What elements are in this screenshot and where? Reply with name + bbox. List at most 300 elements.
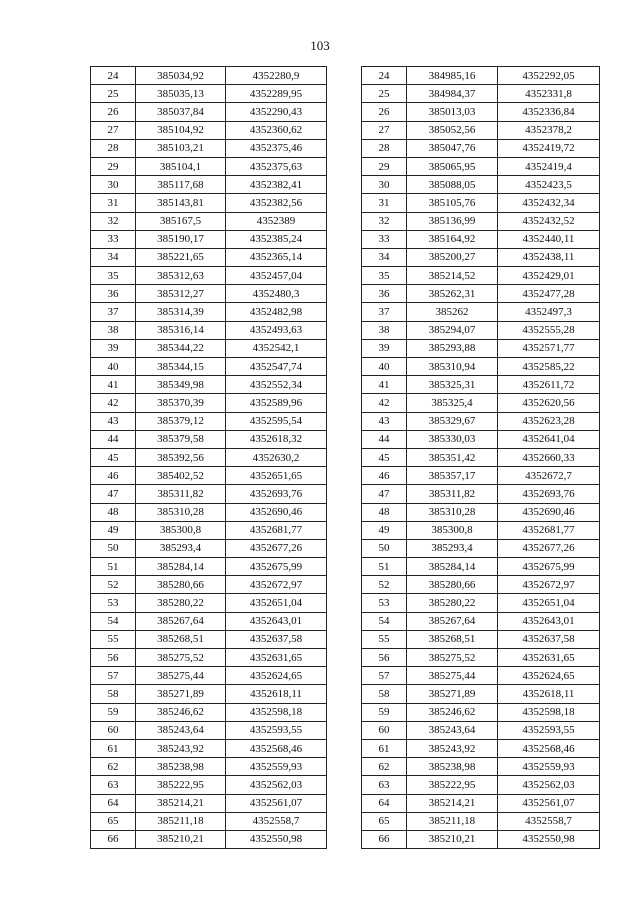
point-number-cell: 47: [362, 485, 407, 503]
y-coordinate-cell: 4352559,93: [498, 758, 600, 776]
table-row: [362, 703, 600, 721]
x-coordinate-cell: 385325,4: [407, 394, 498, 412]
point-number-cell: 53: [362, 594, 407, 612]
table-row: [91, 812, 327, 830]
point-number-cell: 39: [362, 339, 407, 357]
y-coordinate-cell: 4352561,07: [226, 794, 327, 812]
x-coordinate-cell: 385246,62: [136, 703, 226, 721]
x-coordinate-cell: 385267,64: [407, 612, 498, 630]
table-row: [362, 485, 600, 503]
x-coordinate-cell: 385310,28: [407, 503, 498, 521]
table-row: [362, 758, 600, 776]
point-number-cell: 41: [91, 376, 136, 394]
point-number-cell: 36: [362, 285, 407, 303]
y-coordinate-cell: 4352292,05: [498, 67, 600, 85]
x-coordinate-cell: 385294,07: [407, 321, 498, 339]
point-number-cell: 56: [362, 649, 407, 667]
x-coordinate-cell: 385316,14: [136, 321, 226, 339]
table-row: [362, 394, 600, 412]
point-number-cell: 35: [91, 267, 136, 285]
x-coordinate-cell: 385164,92: [407, 230, 498, 248]
x-coordinate-cell: 385329,67: [407, 412, 498, 430]
table-row: [362, 558, 600, 576]
point-number-cell: 48: [362, 503, 407, 521]
table-row: [91, 612, 327, 630]
x-coordinate-cell: 385143,81: [136, 194, 226, 212]
y-coordinate-cell: 4352672,7: [498, 467, 600, 485]
table-row: [362, 267, 600, 285]
y-coordinate-cell: 4352552,34: [226, 376, 327, 394]
x-coordinate-cell: 385293,4: [407, 539, 498, 557]
y-coordinate-cell: 4352620,56: [498, 394, 600, 412]
table-row: [362, 412, 600, 430]
y-coordinate-cell: 4352677,26: [498, 539, 600, 557]
table-row: [362, 67, 600, 85]
table-row: [362, 594, 600, 612]
point-number-cell: 60: [91, 721, 136, 739]
point-number-cell: 33: [362, 230, 407, 248]
table-row: [91, 248, 327, 266]
y-coordinate-cell: 4352482,98: [226, 303, 327, 321]
table-row: [91, 594, 327, 612]
point-number-cell: 50: [91, 539, 136, 557]
table-row: [91, 630, 327, 648]
y-coordinate-cell: 4352631,65: [498, 649, 600, 667]
x-coordinate-cell: 385300,8: [136, 521, 226, 539]
x-coordinate-cell: 385344,22: [136, 339, 226, 357]
table-row: [362, 321, 600, 339]
point-number-cell: 43: [362, 412, 407, 430]
x-coordinate-cell: 385221,65: [136, 248, 226, 266]
point-number-cell: 51: [91, 558, 136, 576]
point-number-cell: 38: [362, 321, 407, 339]
point-number-cell: 27: [91, 121, 136, 139]
y-coordinate-cell: 4352630,2: [226, 448, 327, 466]
y-coordinate-cell: 4352568,46: [498, 739, 600, 757]
y-coordinate-cell: 4352365,14: [226, 248, 327, 266]
table-row: [91, 358, 327, 376]
table-row: [362, 121, 600, 139]
table-row: [362, 285, 600, 303]
y-coordinate-cell: 4352432,52: [498, 212, 600, 230]
table-row: [362, 157, 600, 175]
point-number-cell: 45: [362, 448, 407, 466]
table-row: [362, 721, 600, 739]
x-coordinate-cell: 385037,84: [136, 103, 226, 121]
table-row: [91, 576, 327, 594]
y-coordinate-cell: 4352432,34: [498, 194, 600, 212]
point-number-cell: 63: [91, 776, 136, 794]
point-number-cell: 47: [91, 485, 136, 503]
y-coordinate-cell: 4352542,1: [226, 339, 327, 357]
point-number-cell: 39: [91, 339, 136, 357]
y-coordinate-cell: 4352290,43: [226, 103, 327, 121]
table-row: [91, 103, 327, 121]
table-row: [91, 339, 327, 357]
x-coordinate-cell: 385357,17: [407, 467, 498, 485]
table-row: [91, 558, 327, 576]
y-coordinate-cell: 4352623,28: [498, 412, 600, 430]
point-number-cell: 24: [362, 67, 407, 85]
x-coordinate-cell: 385117,68: [136, 176, 226, 194]
x-coordinate-cell: 385379,12: [136, 412, 226, 430]
y-coordinate-cell: 4352660,33: [498, 448, 600, 466]
coordinates-table-right: [361, 66, 600, 849]
point-number-cell: 54: [91, 612, 136, 630]
y-coordinate-cell: 4352555,28: [498, 321, 600, 339]
x-coordinate-cell: 385280,22: [407, 594, 498, 612]
table-row: [362, 430, 600, 448]
y-coordinate-cell: 4352585,22: [498, 358, 600, 376]
point-number-cell: 54: [362, 612, 407, 630]
point-number-cell: 32: [362, 212, 407, 230]
y-coordinate-cell: 4352611,72: [498, 376, 600, 394]
x-coordinate-cell: 385136,99: [407, 212, 498, 230]
point-number-cell: 58: [91, 685, 136, 703]
point-number-cell: 66: [362, 830, 407, 848]
point-number-cell: 31: [362, 194, 407, 212]
x-coordinate-cell: 385275,52: [407, 649, 498, 667]
table-row: [91, 176, 327, 194]
point-number-cell: 27: [362, 121, 407, 139]
y-coordinate-cell: 4352382,41: [226, 176, 327, 194]
x-coordinate-cell: 385246,62: [407, 703, 498, 721]
x-coordinate-cell: 385310,94: [407, 358, 498, 376]
y-coordinate-cell: 4352593,55: [498, 721, 600, 739]
y-coordinate-cell: 4352690,46: [498, 503, 600, 521]
table-row: [91, 830, 327, 848]
point-number-cell: 55: [362, 630, 407, 648]
table-row: [91, 430, 327, 448]
table-row: [91, 758, 327, 776]
x-coordinate-cell: 385275,52: [136, 649, 226, 667]
x-coordinate-cell: 385103,21: [136, 139, 226, 157]
x-coordinate-cell: 385222,95: [136, 776, 226, 794]
table-row: [91, 448, 327, 466]
x-coordinate-cell: 385312,27: [136, 285, 226, 303]
point-number-cell: 29: [362, 157, 407, 175]
y-coordinate-cell: 4352457,04: [226, 267, 327, 285]
y-coordinate-cell: 4352643,01: [226, 612, 327, 630]
table-row: [362, 358, 600, 376]
x-coordinate-cell: 385293,88: [407, 339, 498, 357]
point-number-cell: 46: [91, 467, 136, 485]
y-coordinate-cell: 4352423,5: [498, 176, 600, 194]
table-row: [362, 685, 600, 703]
x-coordinate-cell: 385402,52: [136, 467, 226, 485]
x-coordinate-cell: 385210,21: [136, 830, 226, 848]
y-coordinate-cell: 4352497,3: [498, 303, 600, 321]
point-number-cell: 64: [362, 794, 407, 812]
table-row: [362, 612, 600, 630]
table-row: [91, 85, 327, 103]
table-row: [362, 776, 600, 794]
y-coordinate-cell: 4352429,01: [498, 267, 600, 285]
point-number-cell: 59: [362, 703, 407, 721]
table-row: [362, 248, 600, 266]
table-row: [91, 794, 327, 812]
x-coordinate-cell: 384984,37: [407, 85, 498, 103]
x-coordinate-cell: 385034,92: [136, 67, 226, 85]
table-row: [91, 521, 327, 539]
point-number-cell: 59: [91, 703, 136, 721]
y-coordinate-cell: 4352637,58: [498, 630, 600, 648]
table-row: [362, 139, 600, 157]
y-coordinate-cell: 4352547,74: [226, 358, 327, 376]
x-coordinate-cell: 385238,98: [407, 758, 498, 776]
x-coordinate-cell: 385280,22: [136, 594, 226, 612]
x-coordinate-cell: 385214,21: [407, 794, 498, 812]
point-number-cell: 26: [362, 103, 407, 121]
y-coordinate-cell: 4352651,04: [498, 594, 600, 612]
x-coordinate-cell: 385065,95: [407, 157, 498, 175]
y-coordinate-cell: 4352690,46: [226, 503, 327, 521]
y-coordinate-cell: 4352651,65: [226, 467, 327, 485]
point-number-cell: 53: [91, 594, 136, 612]
table-row: [362, 376, 600, 394]
table-row: [362, 630, 600, 648]
y-coordinate-cell: 4352672,97: [498, 576, 600, 594]
point-number-cell: 60: [362, 721, 407, 739]
y-coordinate-cell: 4352389: [226, 212, 327, 230]
x-coordinate-cell: 385035,13: [136, 85, 226, 103]
point-number-cell: 25: [91, 85, 136, 103]
point-number-cell: 29: [91, 157, 136, 175]
table-row: [91, 739, 327, 757]
x-coordinate-cell: 385314,39: [136, 303, 226, 321]
y-coordinate-cell: 4352595,54: [226, 412, 327, 430]
y-coordinate-cell: 4352493,63: [226, 321, 327, 339]
point-number-cell: 24: [91, 67, 136, 85]
table-row: [91, 157, 327, 175]
point-number-cell: 64: [91, 794, 136, 812]
y-coordinate-cell: 4352558,7: [226, 812, 327, 830]
table-row: [362, 576, 600, 594]
x-coordinate-cell: 385392,56: [136, 448, 226, 466]
point-number-cell: 51: [362, 558, 407, 576]
point-number-cell: 37: [362, 303, 407, 321]
point-number-cell: 41: [362, 376, 407, 394]
point-number-cell: 43: [91, 412, 136, 430]
point-number-cell: 30: [91, 176, 136, 194]
point-number-cell: 44: [362, 430, 407, 448]
point-number-cell: 55: [91, 630, 136, 648]
point-number-cell: 44: [91, 430, 136, 448]
x-coordinate-cell: 385222,95: [407, 776, 498, 794]
y-coordinate-cell: 4352675,99: [226, 558, 327, 576]
point-number-cell: 34: [91, 248, 136, 266]
table-row: [362, 794, 600, 812]
table-row: [91, 776, 327, 794]
x-coordinate-cell: 385211,18: [136, 812, 226, 830]
point-number-cell: 40: [91, 358, 136, 376]
y-coordinate-cell: 4352562,03: [226, 776, 327, 794]
y-coordinate-cell: 4352637,58: [226, 630, 327, 648]
x-coordinate-cell: 385047,76: [407, 139, 498, 157]
x-coordinate-cell: 385214,52: [407, 267, 498, 285]
table-row: [91, 412, 327, 430]
point-number-cell: 36: [91, 285, 136, 303]
y-coordinate-cell: 4352331,8: [498, 85, 600, 103]
table-row: [91, 685, 327, 703]
table-row: [91, 703, 327, 721]
table-row: [91, 539, 327, 557]
table-row: [91, 285, 327, 303]
table-row: [362, 339, 600, 357]
x-coordinate-cell: 385268,51: [407, 630, 498, 648]
point-number-cell: 62: [362, 758, 407, 776]
x-coordinate-cell: 385052,56: [407, 121, 498, 139]
y-coordinate-cell: 4352681,77: [226, 521, 327, 539]
x-coordinate-cell: 385211,18: [407, 812, 498, 830]
point-number-cell: 45: [91, 448, 136, 466]
x-coordinate-cell: 385262,31: [407, 285, 498, 303]
x-coordinate-cell: 385104,92: [136, 121, 226, 139]
table-row: [91, 649, 327, 667]
table-row: [362, 85, 600, 103]
table-row: [91, 230, 327, 248]
table-row: [91, 67, 327, 85]
x-coordinate-cell: 385243,64: [136, 721, 226, 739]
point-number-cell: 49: [362, 521, 407, 539]
y-coordinate-cell: 4352624,65: [498, 667, 600, 685]
x-coordinate-cell: 385088,05: [407, 176, 498, 194]
table-row: [362, 539, 600, 557]
table-row: [91, 485, 327, 503]
point-number-cell: 34: [362, 248, 407, 266]
table-row: [362, 194, 600, 212]
point-number-cell: 66: [91, 830, 136, 848]
table-row: [362, 103, 600, 121]
point-number-cell: 50: [362, 539, 407, 557]
y-coordinate-cell: 4352571,77: [498, 339, 600, 357]
point-number-cell: 42: [362, 394, 407, 412]
point-number-cell: 61: [91, 739, 136, 757]
x-coordinate-cell: 385013,03: [407, 103, 498, 121]
point-number-cell: 62: [91, 758, 136, 776]
x-coordinate-cell: 385330,03: [407, 430, 498, 448]
y-coordinate-cell: 4352385,24: [226, 230, 327, 248]
point-number-cell: 35: [362, 267, 407, 285]
table-row: [362, 739, 600, 757]
y-coordinate-cell: 4352589,96: [226, 394, 327, 412]
x-coordinate-cell: 385351,42: [407, 448, 498, 466]
y-coordinate-cell: 4352598,18: [226, 703, 327, 721]
x-coordinate-cell: 385284,14: [136, 558, 226, 576]
point-number-cell: 33: [91, 230, 136, 248]
x-coordinate-cell: 385344,15: [136, 358, 226, 376]
point-number-cell: 40: [362, 358, 407, 376]
x-coordinate-cell: 385310,28: [136, 503, 226, 521]
point-number-cell: 52: [91, 576, 136, 594]
table-row: [91, 376, 327, 394]
y-coordinate-cell: 4352561,07: [498, 794, 600, 812]
table-row: [362, 303, 600, 321]
x-coordinate-cell: 385167,5: [136, 212, 226, 230]
table-row: [91, 139, 327, 157]
y-coordinate-cell: 4352651,04: [226, 594, 327, 612]
y-coordinate-cell: 4352618,11: [226, 685, 327, 703]
x-coordinate-cell: 385275,44: [407, 667, 498, 685]
y-coordinate-cell: 4352289,95: [226, 85, 327, 103]
table-row: [362, 830, 600, 848]
y-coordinate-cell: 4352378,2: [498, 121, 600, 139]
table-row: [91, 467, 327, 485]
x-coordinate-cell: 385271,89: [407, 685, 498, 703]
y-coordinate-cell: 4352593,55: [226, 721, 327, 739]
x-coordinate-cell: 385379,58: [136, 430, 226, 448]
point-number-cell: 30: [362, 176, 407, 194]
x-coordinate-cell: 385284,14: [407, 558, 498, 576]
y-coordinate-cell: 4352558,7: [498, 812, 600, 830]
point-number-cell: 61: [362, 739, 407, 757]
point-number-cell: 57: [362, 667, 407, 685]
point-number-cell: 56: [91, 649, 136, 667]
y-coordinate-cell: 4352375,46: [226, 139, 327, 157]
table-row: [91, 503, 327, 521]
table-row: [362, 521, 600, 539]
x-coordinate-cell: 385243,92: [136, 739, 226, 757]
x-coordinate-cell: 385243,64: [407, 721, 498, 739]
point-number-cell: 46: [362, 467, 407, 485]
x-coordinate-cell: 385280,66: [407, 576, 498, 594]
x-coordinate-cell: 385311,82: [136, 485, 226, 503]
y-coordinate-cell: 4352360,62: [226, 121, 327, 139]
coordinates-table-left: [90, 66, 327, 849]
x-coordinate-cell: 385268,51: [136, 630, 226, 648]
point-number-cell: 37: [91, 303, 136, 321]
table-row: [91, 194, 327, 212]
y-coordinate-cell: 4352618,11: [498, 685, 600, 703]
x-coordinate-cell: 385300,8: [407, 521, 498, 539]
y-coordinate-cell: 4352440,11: [498, 230, 600, 248]
y-coordinate-cell: 4352419,4: [498, 157, 600, 175]
table-row: [91, 121, 327, 139]
x-coordinate-cell: 385275,44: [136, 667, 226, 685]
point-number-cell: 58: [362, 685, 407, 703]
table-row: [91, 721, 327, 739]
y-coordinate-cell: 4352336,84: [498, 103, 600, 121]
y-coordinate-cell: 4352559,93: [226, 758, 327, 776]
table-row: [362, 667, 600, 685]
x-coordinate-cell: 385267,64: [136, 612, 226, 630]
y-coordinate-cell: 4352672,97: [226, 576, 327, 594]
x-coordinate-cell: 385271,89: [136, 685, 226, 703]
y-coordinate-cell: 4352618,32: [226, 430, 327, 448]
y-coordinate-cell: 4352438,11: [498, 248, 600, 266]
point-number-cell: 65: [362, 812, 407, 830]
point-number-cell: 52: [362, 576, 407, 594]
table-row: [362, 176, 600, 194]
x-coordinate-cell: 385238,98: [136, 758, 226, 776]
point-number-cell: 31: [91, 194, 136, 212]
table-row: [362, 503, 600, 521]
point-number-cell: 28: [91, 139, 136, 157]
point-number-cell: 25: [362, 85, 407, 103]
table-row: [91, 212, 327, 230]
y-coordinate-cell: 4352681,77: [498, 521, 600, 539]
point-number-cell: 57: [91, 667, 136, 685]
y-coordinate-cell: 4352598,18: [498, 703, 600, 721]
point-number-cell: 32: [91, 212, 136, 230]
y-coordinate-cell: 4352624,65: [226, 667, 327, 685]
point-number-cell: 42: [91, 394, 136, 412]
x-coordinate-cell: 385200,27: [407, 248, 498, 266]
table-row: [91, 303, 327, 321]
point-number-cell: 26: [91, 103, 136, 121]
table-row: [362, 448, 600, 466]
x-coordinate-cell: 385280,66: [136, 576, 226, 594]
